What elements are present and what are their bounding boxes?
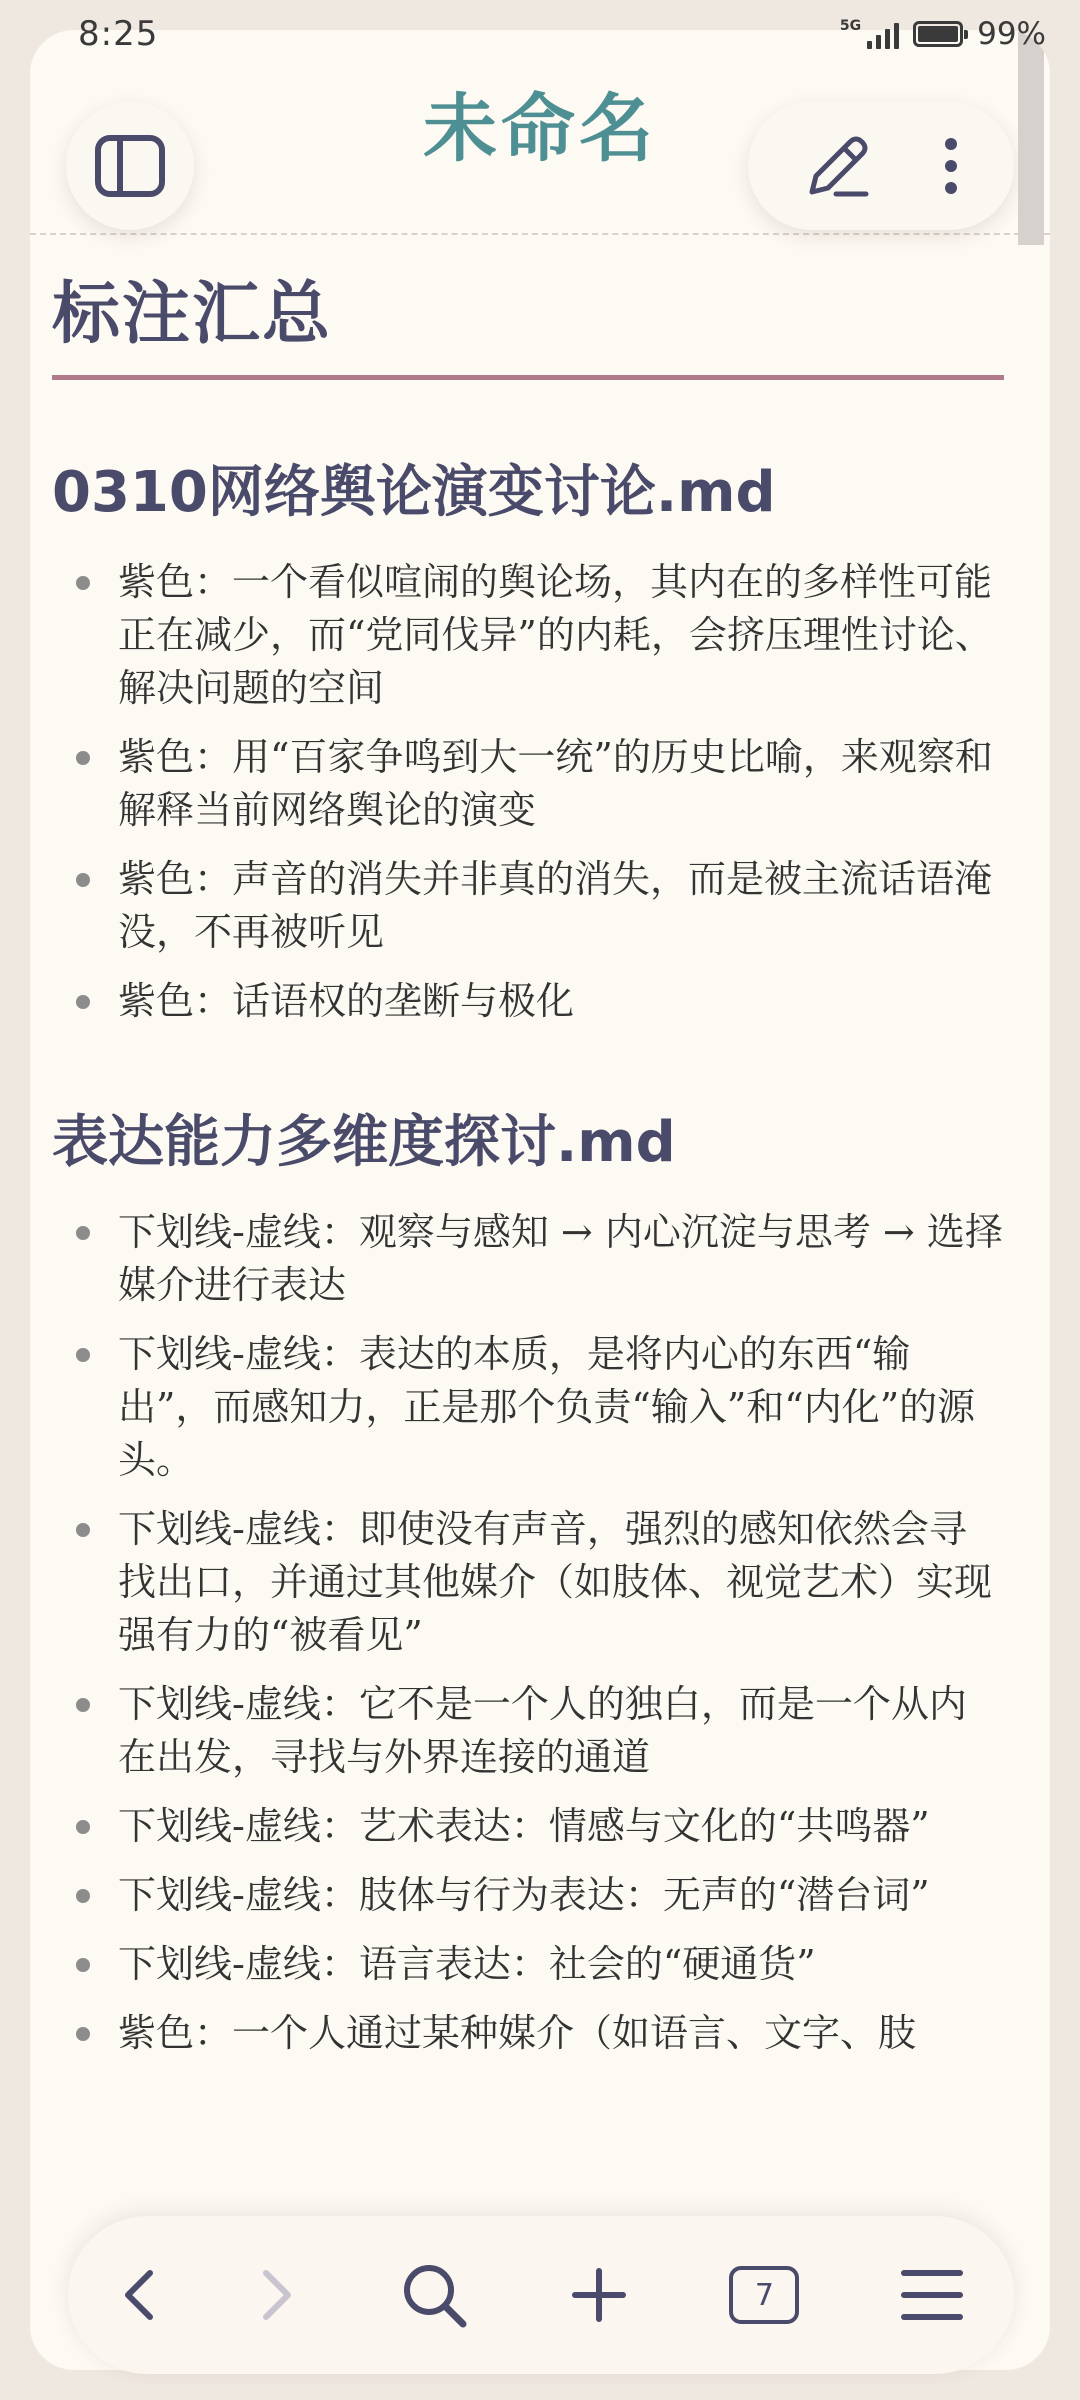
battery-percent: 99% [977, 16, 1046, 52]
bullet-icon [76, 1226, 90, 1240]
annotation-text: 下划线-虚线：表达的本质，是将内心的东西“输出”，而感知力，正是那个负责“输入”和“内化”的源头。 [118, 1332, 976, 1482]
status-indicators [840, 16, 1046, 52]
bullet-icon [76, 873, 90, 887]
list-item[interactable] [52, 556, 1004, 715]
section-title: 表达能力多维度探讨.md [52, 1110, 676, 1175]
title-actions [748, 102, 1014, 230]
list-item[interactable] [52, 731, 1004, 837]
document-title[interactable]: 未命名 [423, 86, 657, 172]
annotation-text: 紫色：一个看似喧闹的舆论场，其内在的多样性可能正在减少，而“党同伐异”的内耗，会挤压理性讨论、解决问题的空间 [118, 560, 993, 710]
bullet-icon [76, 2027, 90, 2041]
battery-icon [913, 21, 963, 47]
forward-icon[interactable] [258, 2265, 298, 2325]
annotation-text: 下划线-虚线：它不是一个人的独白，而是一个从内在出发，寻找与外界连接的通道 [118, 1682, 967, 1779]
sidebar-toggle-icon [94, 134, 166, 198]
status-time: 8:25 [78, 14, 159, 54]
bullet-icon [76, 1820, 90, 1834]
annotation-list [52, 556, 1004, 1028]
bullet-icon [76, 1698, 90, 1712]
list-item[interactable] [52, 1206, 1004, 1312]
status-bar [0, 0, 1080, 70]
list-item[interactable] [52, 1328, 1004, 1487]
list-item[interactable] [52, 1869, 1004, 1922]
search-icon[interactable] [399, 2260, 469, 2330]
bullet-icon [76, 995, 90, 1009]
app-window [30, 30, 1050, 2370]
annotation-text: 下划线-虚线：艺术表达：情感与文化的“共鸣器” [118, 1804, 930, 1848]
network-type: 5G [839, 18, 862, 34]
bottom-toolbar [68, 2216, 1014, 2374]
document-content [52, 260, 1004, 2130]
annotation-text: 下划线-虚线：肢体与行为表达：无声的“潜台词” [118, 1873, 930, 1917]
list-item[interactable] [52, 2007, 1004, 2060]
annotation-text: 下划线-虚线：观察与感知 → 内心沉淀与思考 → 选择媒介进行表达 [118, 1210, 1003, 1307]
annotation-text: 紫色：用“百家争鸣到大一统”的历史比喻，来观察和解释当前网络舆论的演变 [118, 735, 993, 832]
list-item[interactable] [52, 853, 1004, 959]
bullet-icon [76, 1348, 90, 1362]
bullet-icon [76, 751, 90, 765]
battery-fill [918, 26, 958, 42]
annotation-text: 下划线-虚线：语言表达：社会的“硬通货” [118, 1942, 816, 1986]
list-item[interactable] [52, 1503, 1004, 1662]
section [52, 448, 1004, 1028]
page-heading: 标注汇总 [52, 260, 1004, 380]
list-item[interactable] [52, 1678, 1004, 1784]
back-icon[interactable] [118, 2265, 158, 2325]
sidebar-toggle-button[interactable] [66, 102, 194, 230]
add-icon[interactable] [569, 2265, 629, 2325]
tabs-icon[interactable] [729, 2266, 799, 2324]
tab-count: 7 [729, 2266, 799, 2324]
more-vertical-icon[interactable] [941, 136, 961, 196]
cellular-signal-icon [840, 19, 899, 49]
section-title: 0310网络舆论演变讨论.md [52, 460, 776, 525]
annotation-list [52, 1206, 1004, 2060]
bullet-icon [76, 1958, 90, 1972]
section [52, 1098, 1004, 2060]
annotation-text: 紫色：一个人通过某种媒介（如语言、文字、肢 [118, 2011, 917, 2055]
list-item[interactable] [52, 1800, 1004, 1853]
list-item[interactable] [52, 1938, 1004, 1991]
annotation-text: 紫色：声音的消失并非真的消失，而是被主流话语淹没，不再被听见 [118, 857, 993, 954]
list-item[interactable] [52, 975, 1004, 1028]
pencil-icon[interactable] [802, 130, 874, 202]
menu-icon[interactable] [900, 2267, 964, 2323]
bullet-icon [76, 576, 90, 590]
annotation-text: 紫色：话语权的垄断与极化 [118, 979, 575, 1023]
bullet-icon [76, 1523, 90, 1537]
annotation-text: 下划线-虚线：即使没有声音，强烈的感知依然会寻找出口，并通过其他媒介（如肢体、视觉艺术）实现强有力的“被看见” [118, 1507, 993, 1657]
bullet-icon [76, 1889, 90, 1903]
